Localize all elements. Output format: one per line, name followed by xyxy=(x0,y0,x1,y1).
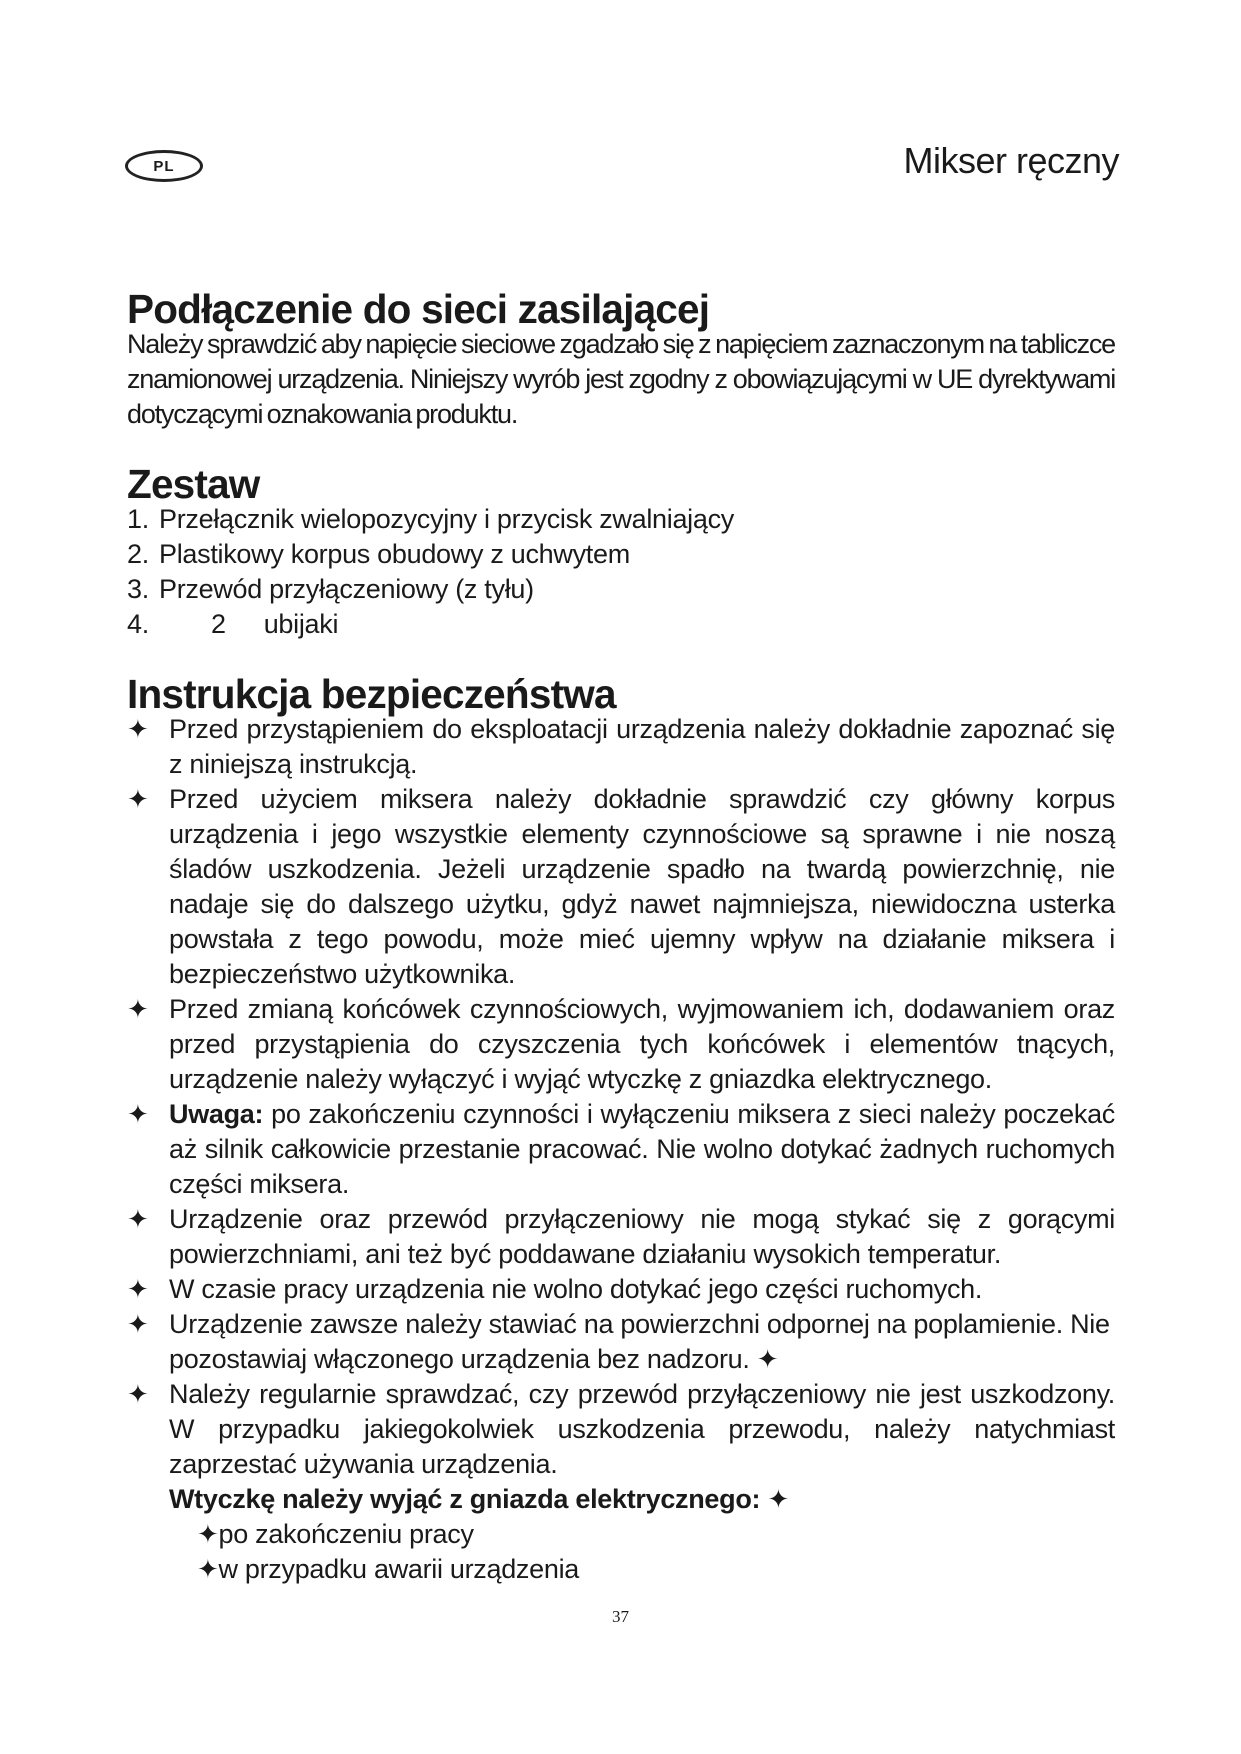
set-section xyxy=(127,461,1115,642)
safety-section xyxy=(127,671,1115,1587)
unplug-item-text: w przypadku awarii urządzenia xyxy=(218,1554,579,1584)
star-bullet-icon: ✦ xyxy=(127,784,149,814)
bullet-text xyxy=(169,1097,1115,1202)
set-heading: Zestaw xyxy=(127,461,260,507)
star-bullet-icon: ✦ xyxy=(127,1099,149,1129)
bullet-text: W czasie pracy urządzenia nie wolno dotykać jego części ruchomych. xyxy=(169,1274,983,1304)
power-section xyxy=(127,286,1115,432)
safety-heading: Instrukcja bezpieczeństwa xyxy=(127,671,616,717)
item-number: 3. xyxy=(127,574,149,604)
bullet-text: Przed zmianą końcówek czynnościowych, wyjmowaniem ich, dodawaniem oraz przed przystąpienia do czyszczenia tych końcówek i elementów tnących, urządzenie należy wyłączyć i wyjąć wtyczkę z gniazdka elektrycznego. xyxy=(169,994,1115,1094)
star-icon: ✦ xyxy=(756,1344,779,1374)
star-bullet-icon: ✦ xyxy=(197,1519,219,1549)
star-bullet-icon: ✦ xyxy=(127,1309,149,1339)
list-item xyxy=(127,1272,1115,1307)
power-text: Należy sprawdzić aby napięcie sieciowe zgadzało się z napięciem zaznaczonym na tabliczce znamionowej urządzenia. Niniejszy wyrób jest zgodny z obowiązującymi w UE dyrektywami dotyczącymi oznakowania produktu. xyxy=(127,329,1115,429)
unplug-heading-text: Wtyczkę należy wyjąć z gniazda elektrycznego: xyxy=(169,1484,761,1514)
language-code: PL xyxy=(153,157,175,175)
item-quantity: 2 xyxy=(211,609,226,639)
set-list xyxy=(127,502,1115,642)
bullet-text xyxy=(169,1307,1115,1377)
page-title: Mikser ręczny xyxy=(903,140,1119,181)
item-text: ubijaki xyxy=(263,609,339,639)
warning-label: Uwaga: xyxy=(169,1099,264,1129)
list-item xyxy=(127,1202,1115,1272)
star-bullet-icon: ✦ xyxy=(127,994,149,1024)
bullet-text: Urządzenie oraz przewód przyłączeniowy nie mogą stykać się z gorącymi powierzchniami, ani też być poddawane działaniu wysokich temperatur. xyxy=(169,1204,1115,1269)
list-item xyxy=(127,782,1115,992)
star-bullet-icon: ✦ xyxy=(127,1274,149,1304)
list-item xyxy=(127,1377,1115,1482)
item-number: 2. xyxy=(127,539,149,569)
bullet-text: Przed użyciem miksera należy dokładnie sprawdzić czy główny korpus urządzenia i jego wszystkie elementy czynnościowe są sprawne i nie noszą śladów uszkodzenia. Jeżeli urządzenie spadło na twardą powierzchnię, nie nadaje się do dalszego użytku, gdyż nawet najmniejsza, niewidoczna usterka powstała z tego powodu, może mieć ujemny wpływ na działanie miksera i bezpieczeństwo użytkownika. xyxy=(169,784,1115,989)
bullet-text-body: Urządzenie zawsze należy stawiać na powierzchni odpornej na poplamienie. Nie pozostawiaj włączonego urządzenia bez nadzoru. xyxy=(169,1309,1110,1374)
bullet-text: Przed przystąpieniem do eksploatacji urządzenia należy dokładnie zapoznać się z niniejszą instrukcją. xyxy=(169,714,1115,779)
list-item xyxy=(127,572,1115,607)
unplug-item xyxy=(127,1517,1115,1552)
list-item xyxy=(127,537,1115,572)
bullet-text: Należy regularnie sprawdzać, czy przewód przyłączeniowy nie jest uszkodzony. W przypadku jakiegokolwiek uszkodzenia przewodu, należy natychmiast zaprzestać używania urządzenia. xyxy=(169,1379,1115,1479)
list-item xyxy=(127,712,1115,782)
item-text: Plastikowy korpus obudowy z uchwytem xyxy=(159,539,630,569)
unplug-heading xyxy=(127,1482,1115,1517)
list-item xyxy=(127,502,1115,537)
power-heading: Podłączenie do sieci zasilającej xyxy=(127,286,710,332)
unplug-item-text: po zakończeniu pracy xyxy=(218,1519,474,1549)
list-item xyxy=(127,992,1115,1097)
warning-text: po zakończeniu czynności i wyłączeniu miksera z sieci należy poczekać aż silnik całkowicie przestanie pracować. Nie wolno dotykać żadnych ruchomych części miksera. xyxy=(169,1099,1115,1199)
safety-list xyxy=(127,712,1115,1482)
list-item xyxy=(127,1097,1115,1202)
document-body xyxy=(127,286,1115,1587)
item-text: Przełącznik wielopozycyjny i przycisk zwalniający xyxy=(159,504,734,534)
star-bullet-icon: ✦ xyxy=(127,714,149,744)
page-number: 37 xyxy=(612,1607,629,1626)
item-number: 1. xyxy=(127,504,149,534)
list-item xyxy=(127,1307,1115,1377)
star-bullet-icon: ✦ xyxy=(197,1554,219,1584)
list-item xyxy=(127,607,1115,642)
star-icon: ✦ xyxy=(767,1484,789,1514)
unplug-item xyxy=(127,1552,1115,1587)
language-badge xyxy=(125,150,203,182)
star-bullet-icon: ✦ xyxy=(127,1379,149,1409)
star-bullet-icon: ✦ xyxy=(127,1204,149,1234)
item-text: Przewód przyłączeniowy (z tyłu) xyxy=(159,574,534,604)
item-number: 4. xyxy=(127,609,149,639)
